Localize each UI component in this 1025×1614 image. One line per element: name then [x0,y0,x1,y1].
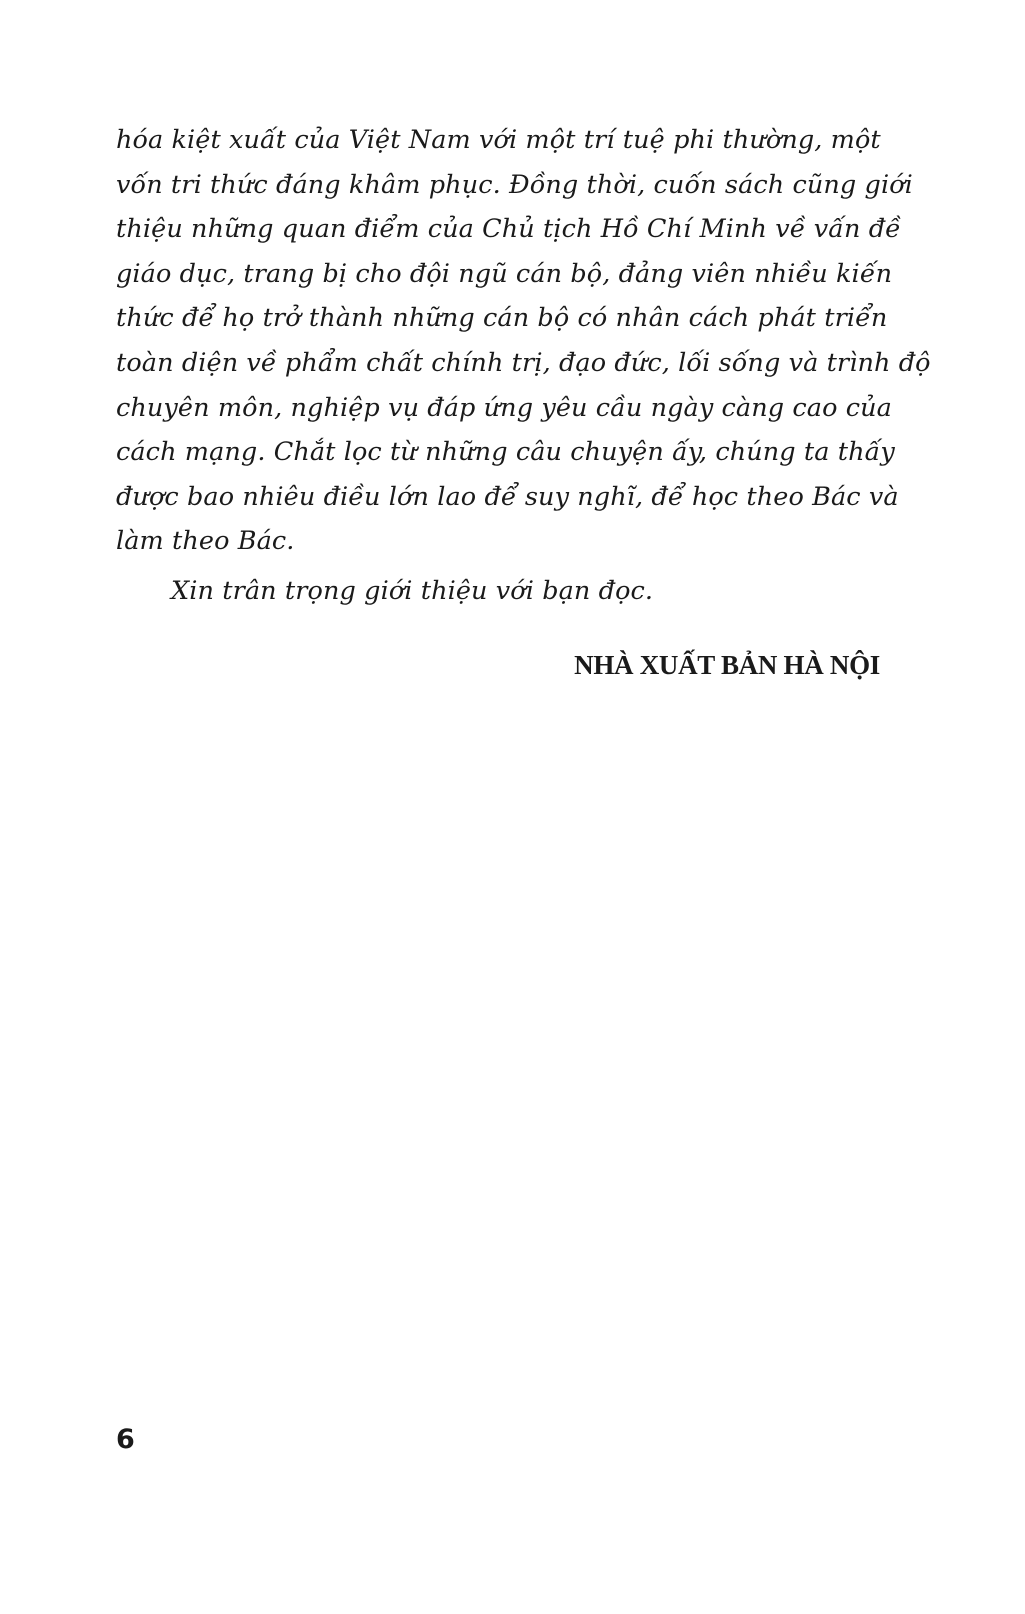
closing-line: Xin trân trọng giới thiệu với bạn đọc. [171,575,654,606]
text-line: thức để họ trở thành những cán bộ có nhân cách phát triển [116,303,888,334]
text-line: cách mạng. Chắt lọc từ những câu chuyện ấy, chúng ta thấy [116,437,895,468]
text-line: làm theo Bác. [116,526,295,557]
text-line: toàn diện về phẩm chất chính trị, đạo đức, lối sống và trình độ [116,347,931,378]
text-line: vốn tri thức đáng khâm phục. Đồng thời, cuốn sách cũng giới [116,169,913,200]
text-line: hóa kiệt xuất của Việt Nam với một trí tuệ phi thường, một [116,125,881,155]
body-paragraph [116,118,931,614]
text-line: được bao nhiêu điều lớn lao để suy nghĩ, để học theo Bác và [116,481,899,512]
text-line: thiệu những quan điểm của Chủ tịch Hồ Chí Minh về vấn đề [116,214,901,245]
text-line: chuyên môn, nghiệp vụ đáp ứng yêu cầu ngày càng cao của [116,392,892,423]
publisher-signature: NHÀ XUẤT BẢN HÀ NỘI [574,650,880,680]
page-number: 6 [116,1424,135,1455]
text-line: giáo dục, trang bị cho đội ngũ cán bộ, đảng viên nhiều kiến [116,258,893,289]
